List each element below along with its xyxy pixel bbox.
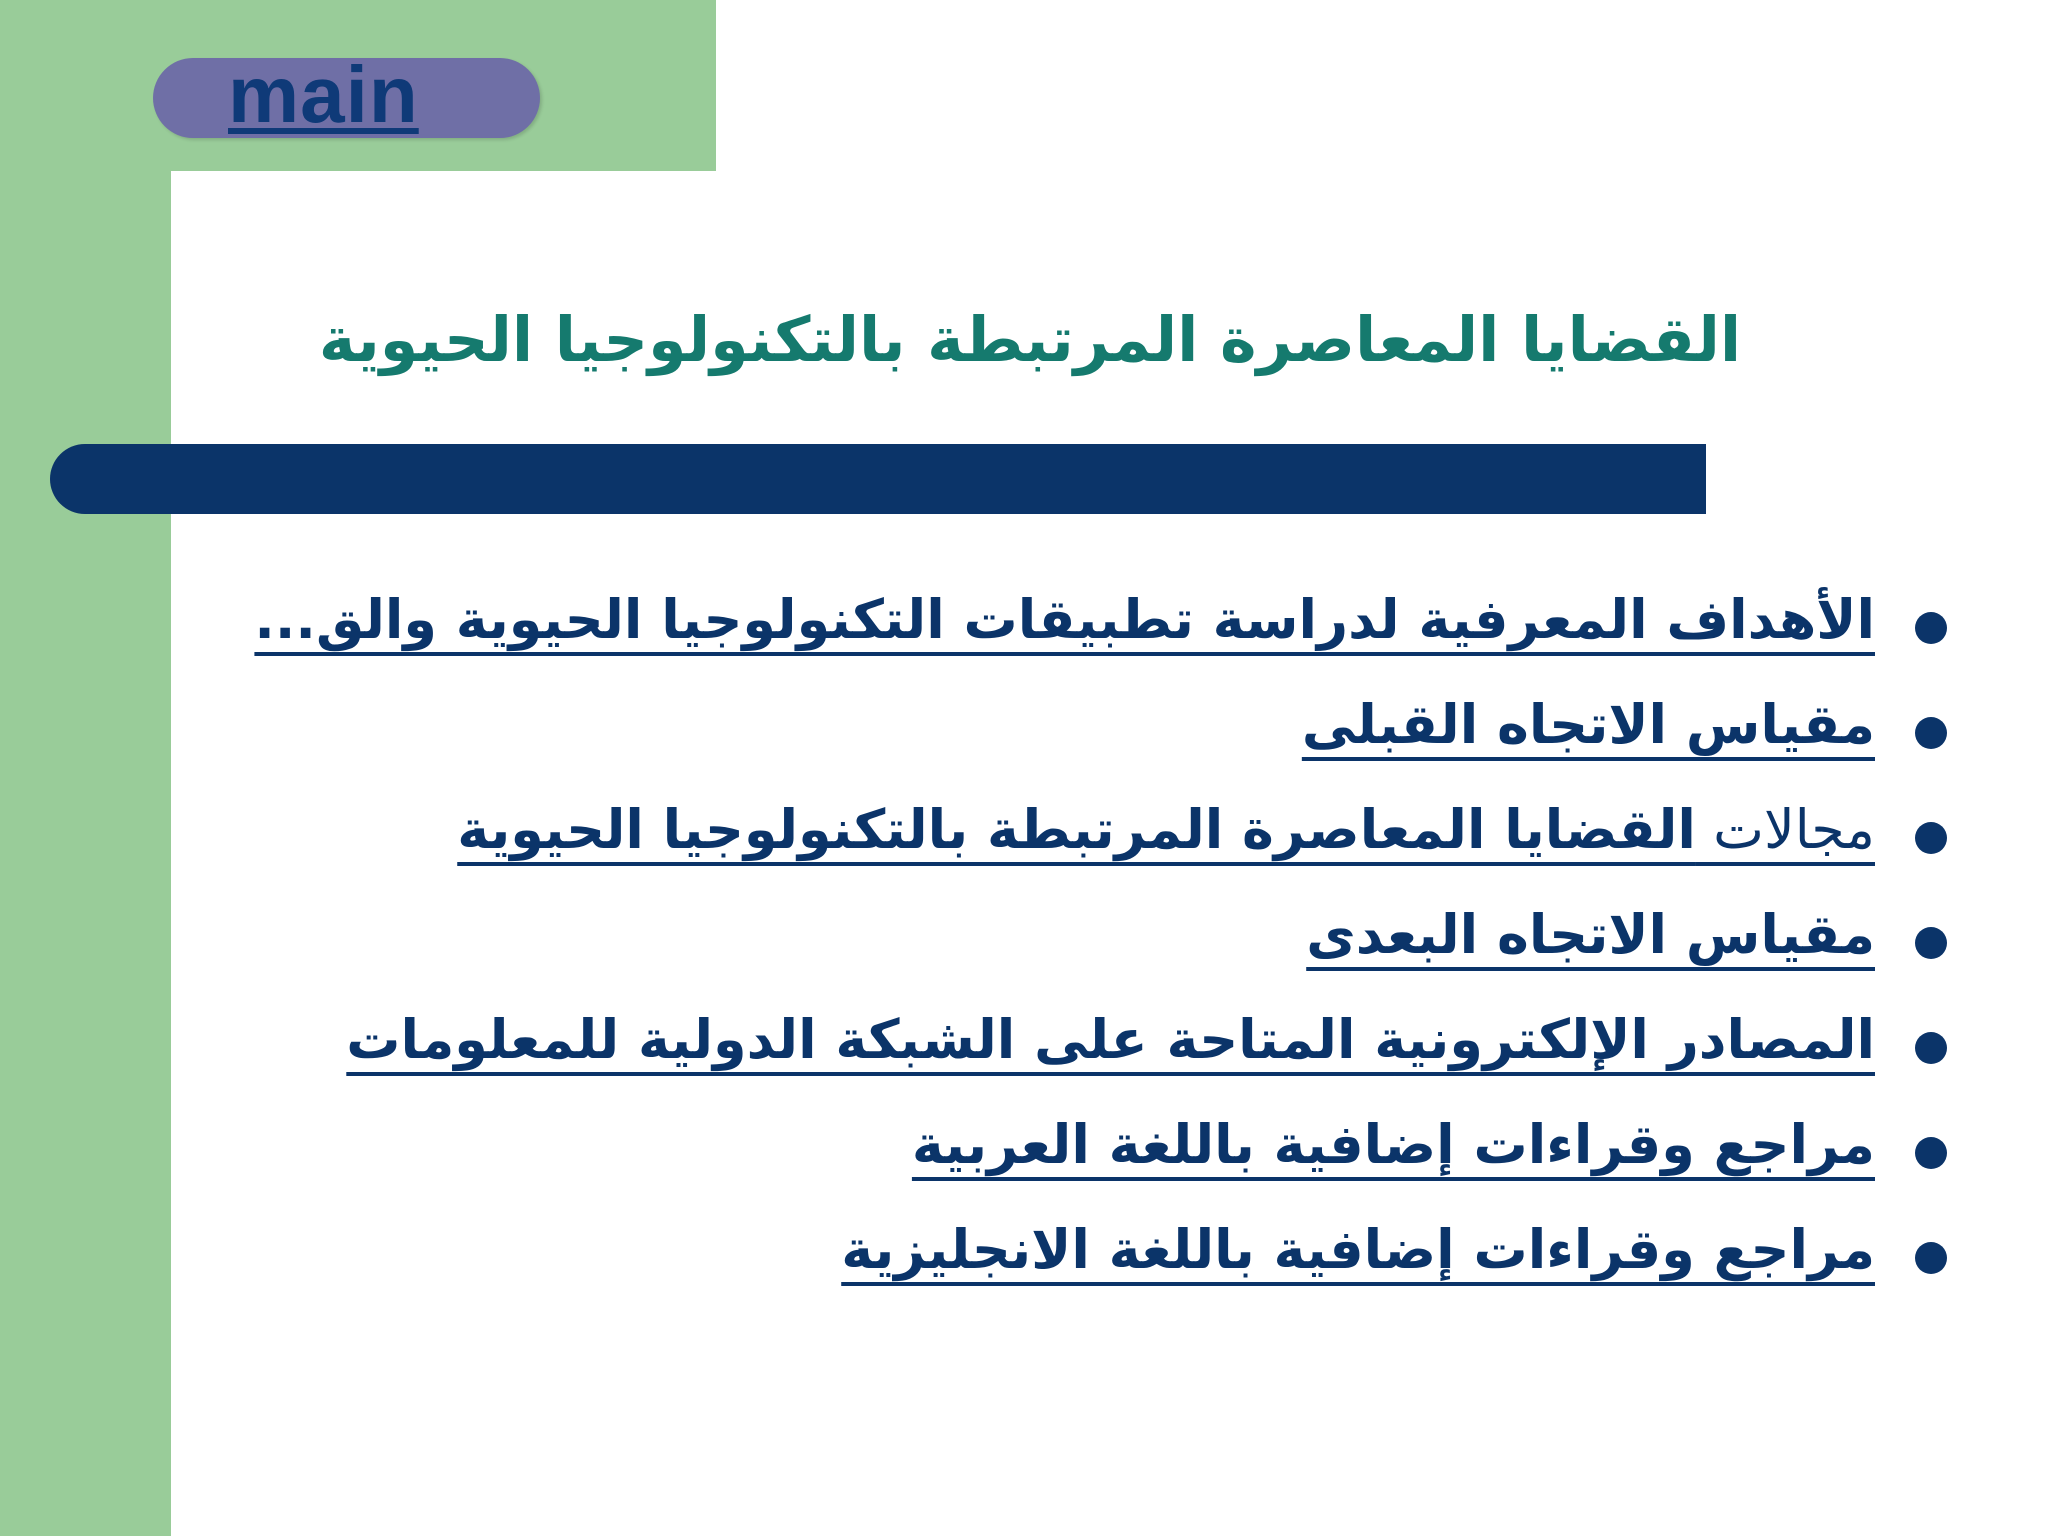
link-contemporary-issues[interactable] bbox=[457, 782, 1875, 878]
bullet-icon bbox=[1915, 822, 1947, 854]
link-pre-attitude-scale[interactable] bbox=[1302, 677, 1875, 773]
list-item bbox=[0, 1202, 2048, 1307]
link-arabic-references[interactable] bbox=[912, 1097, 1875, 1193]
link-objectives[interactable] bbox=[254, 572, 1875, 668]
link-label: مراجع وقراءات إضافية باللغة العربية bbox=[911, 1113, 1875, 1176]
bullet-icon bbox=[1915, 1242, 1947, 1274]
list-item bbox=[0, 1097, 2048, 1202]
bullet-icon bbox=[1915, 1137, 1947, 1169]
list-item bbox=[0, 677, 2048, 782]
list-item bbox=[0, 572, 2048, 677]
link-label: الأهداف المعرفية لدراسة تطبيقات التكنولوجيا الحيوية والق... bbox=[254, 588, 1875, 651]
main-link[interactable]: main bbox=[228, 50, 419, 139]
list-item bbox=[0, 782, 2048, 887]
link-prefix: مجالات bbox=[1695, 798, 1875, 861]
link-english-references[interactable] bbox=[841, 1202, 1875, 1298]
link-label: مقياس الاتجاه البعدى bbox=[1306, 903, 1875, 966]
bullet-icon bbox=[1915, 927, 1947, 959]
bullet-icon bbox=[1915, 1032, 1947, 1064]
list-item bbox=[0, 887, 2048, 992]
link-label: مقياس الاتجاه القبلى bbox=[1301, 693, 1875, 756]
divider-bar bbox=[50, 444, 1706, 514]
bullet-icon bbox=[1915, 717, 1947, 749]
slide-title: القضايا المعاصرة المرتبطة بالتكنولوجيا الحيوية bbox=[318, 303, 1742, 376]
link-label: القضايا المعاصرة المرتبطة بالتكنولوجيا الحيوية bbox=[457, 798, 1696, 861]
link-electronic-sources[interactable] bbox=[346, 992, 1875, 1088]
link-post-attitude-scale[interactable] bbox=[1306, 887, 1875, 983]
bullet-icon bbox=[1915, 612, 1947, 644]
link-label: مراجع وقراءات إضافية باللغة الانجليزية bbox=[841, 1218, 1875, 1281]
link-label: المصادر الإلكترونية المتاحة على الشبكة الدولية للمعلومات bbox=[346, 1008, 1875, 1071]
links-list bbox=[0, 572, 2048, 1307]
list-item bbox=[0, 992, 2048, 1097]
